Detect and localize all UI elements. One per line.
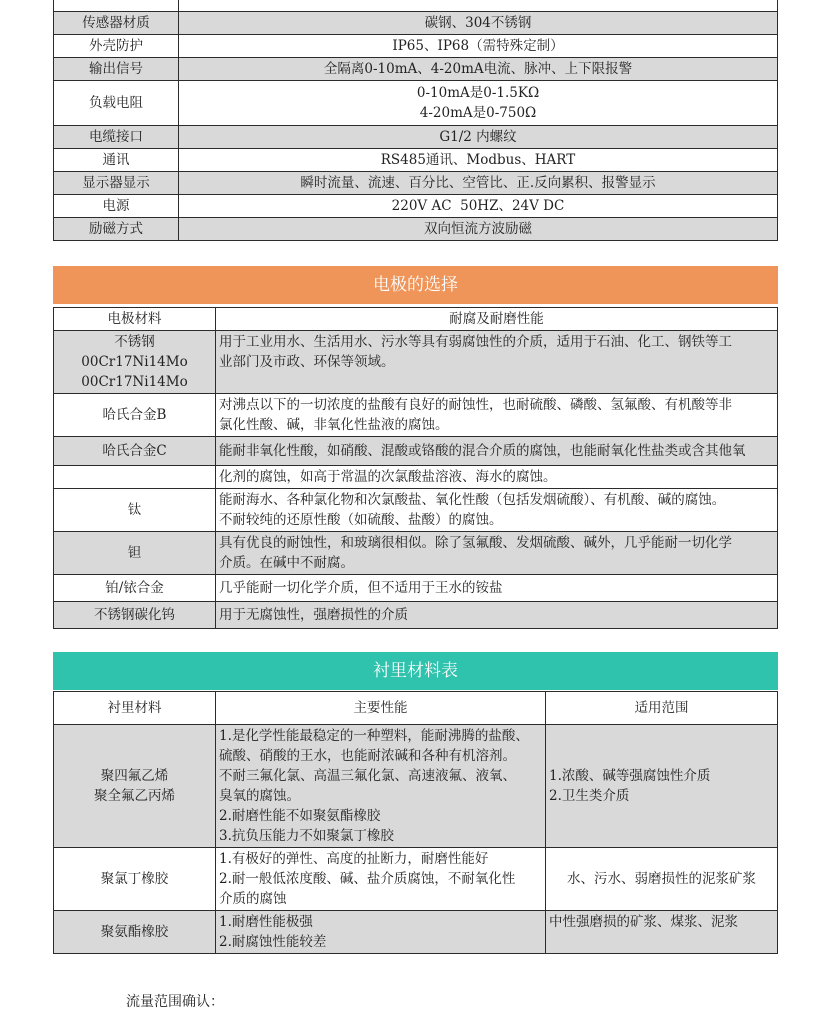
- lining-scope: 中性强磨损的矿浆、煤浆、泥浆: [546, 911, 778, 954]
- spec-label: 外壳防护: [54, 35, 179, 58]
- table-row: [54, 602, 778, 629]
- spec-value: [179, 81, 778, 126]
- spec-value: 碳钢、304不锈钢: [179, 12, 778, 35]
- electrode-material: 不锈钢碳化钨: [54, 602, 216, 629]
- material-line: 聚全氟乙丙烯: [94, 788, 175, 804]
- spec-row: [54, 172, 778, 195]
- table-row: [54, 911, 778, 954]
- description-line: 介质。在碱中不耐腐。: [219, 555, 354, 571]
- table-header-row: [54, 692, 778, 725]
- spec-row: [54, 149, 778, 172]
- column-header: 电极材料: [54, 308, 216, 331]
- property-line: 3.抗负压能力不如聚氯丁橡胶: [219, 828, 394, 844]
- spec-value: IP65、IP68（需特殊定制）: [179, 35, 778, 58]
- flow-range-note: 流量范围确认：: [126, 994, 224, 1010]
- spec-value: 双向恒流方波励磁: [179, 218, 778, 241]
- scope-line: 1.浓酸、碱等强腐蚀性介质: [549, 768, 711, 784]
- material-line: 聚四氟乙烯: [100, 768, 169, 784]
- table-row: [54, 575, 778, 602]
- description-line: 具有优良的耐蚀性，和玻璃很相似。除了氢氟酸、发烟硫酸、碱外，几乎能耐一切化学: [219, 535, 732, 551]
- lining-properties: [216, 725, 546, 848]
- electrode-description: 化剂的腐蚀，如高于常温的次氯酸盐溶液、海水的腐蚀。: [216, 466, 778, 489]
- table-row: [54, 466, 778, 489]
- description-line: 对沸点以下的一切浓度的盐酸有良好的耐蚀性，也耐硫酸、磷酸、氢氟酸、有机酸等非: [219, 397, 732, 413]
- lining-section-title: 衬里材料表: [53, 652, 778, 690]
- table-row: [54, 489, 778, 532]
- table-row: [54, 437, 778, 466]
- description-line: 用于工业用水、生活用水、污水等具有弱腐蚀性的介质，适用于石油、化工、钢铁等工: [219, 334, 732, 350]
- material-line: 00Cr17Ni14Mo: [81, 374, 188, 390]
- property-line: 臭氧的腐蚀。: [219, 788, 300, 804]
- spec-label: 励磁方式: [54, 218, 179, 241]
- electrode-description: [216, 489, 778, 532]
- column-header: 衬里材料: [54, 692, 216, 725]
- lining-material: 聚氯丁橡胶: [54, 848, 216, 911]
- column-header: 主要性能: [216, 692, 546, 725]
- property-line: 硫酸、硝酸的王水，也能耐浓碱和各种有机溶剂。: [219, 748, 516, 764]
- spec-row: [54, 126, 778, 149]
- electrode-material: [54, 331, 216, 394]
- material-line: 00Cr17Ni14Mo: [81, 354, 188, 370]
- spec-value: [179, 0, 778, 12]
- spec-row: [54, 81, 778, 126]
- lining-scope: [546, 725, 778, 848]
- spec-value: 220V AC 50HZ、24V DC: [179, 195, 778, 218]
- electrode-material: 钛: [54, 489, 216, 532]
- property-line: 2.耐一般低浓度酸、碱、盐介质腐蚀，不耐氧化性: [219, 871, 516, 887]
- electrode-material: 铂/铱合金: [54, 575, 216, 602]
- spec-value: 全隔离0-10mA、4-20mA电流、脉冲、上下限报警: [179, 58, 778, 81]
- lining-properties: [216, 848, 546, 911]
- electrode-description: 用于无腐蚀性，强磨损性的介质: [216, 602, 778, 629]
- electrode-section-title: 电极的选择: [53, 266, 778, 304]
- table-row: [54, 725, 778, 848]
- description-line: 业部门及市政、环保等领域。: [219, 354, 395, 370]
- spec-value-line: 4-20mA是0-750Ω: [419, 105, 537, 121]
- table-row: [54, 394, 778, 437]
- table-row: [54, 848, 778, 911]
- lining-material: 聚氨酯橡胶: [54, 911, 216, 954]
- description-line: 不耐较纯的还原性酸（如硫酸、盐酸）的腐蚀。: [219, 512, 503, 528]
- spec-value: G1/2 内螺纹: [179, 126, 778, 149]
- spec-label: 通讯: [54, 149, 179, 172]
- electrode-table: [53, 307, 778, 629]
- electrode-description: [216, 532, 778, 575]
- lining-material: [54, 725, 216, 848]
- electrode-description: [216, 331, 778, 394]
- property-line: 1.有极好的弹性、高度的扯断力，耐磨性能好: [219, 851, 489, 867]
- spec-row: [54, 0, 778, 12]
- electrode-description: 能耐非氧化性酸，如硝酸、混酸或铬酸的混合介质的腐蚀，也能耐氧化性盐类或含其他氧: [216, 437, 778, 466]
- spec-row: [54, 12, 778, 35]
- spec-row: [54, 35, 778, 58]
- electrode-material: 哈氏合金C: [54, 437, 216, 466]
- electrode-description: [216, 394, 778, 437]
- property-line: 1.是化学性能最稳定的一种塑料，能耐沸腾的盐酸、: [219, 728, 529, 744]
- spec-table: [53, 0, 778, 241]
- table-row: [54, 331, 778, 394]
- lining-table: [53, 691, 778, 954]
- property-line: 不耐三氟化氯、高温三氟化氯、高速液氟、液氧、: [219, 768, 516, 784]
- spec-row: [54, 58, 778, 81]
- lining-properties: [216, 911, 546, 954]
- spec-row: [54, 195, 778, 218]
- table-row: [54, 532, 778, 575]
- column-header: 耐腐及耐磨性能: [216, 308, 778, 331]
- description-line: 氯化性酸、碱，非氧化性盐液的腐蚀。: [219, 417, 449, 433]
- spec-value: RS485通讯、Modbus、HART: [179, 149, 778, 172]
- electrode-material: 钽: [54, 532, 216, 575]
- spec-label: 电缆接口: [54, 126, 179, 149]
- spec-label: 传感器材质: [54, 12, 179, 35]
- spec-value-line: 0-10mA是0-1.5KΩ: [416, 85, 540, 101]
- spec-label: 输出信号: [54, 58, 179, 81]
- scope-line: 2.卫生类介质: [549, 788, 630, 804]
- table-header-row: [54, 308, 778, 331]
- electrode-material: [54, 466, 216, 489]
- spec-label: 电源: [54, 195, 179, 218]
- electrode-material: 哈氏合金B: [54, 394, 216, 437]
- spec-row: [54, 218, 778, 241]
- electrode-description: 几乎能耐一切化学介质，但不适用于王水的铵盐: [216, 575, 778, 602]
- spec-label: 显示器显示: [54, 172, 179, 195]
- description-line: 能耐海水、各种氯化物和次氯酸盐、氧化性酸（包括发烟硫酸）、有机酸、碱的腐蚀。: [219, 492, 726, 508]
- property-line: 介质的腐蚀: [219, 891, 287, 907]
- material-line: 不锈钢: [114, 334, 155, 350]
- lining-scope: 水、污水、弱磨损性的泥浆矿浆: [546, 848, 778, 911]
- spec-label: 负载电阻: [54, 81, 179, 126]
- property-line: 2.耐腐蚀性能较差: [219, 934, 327, 950]
- spec-label: [54, 0, 179, 12]
- spec-value: 瞬时流量、流速、百分比、空管比、正.反向累积、报警显示: [179, 172, 778, 195]
- column-header: 适用范围: [546, 692, 778, 725]
- property-line: 1.耐磨性能极强: [219, 914, 313, 930]
- property-line: 2.耐磨性能不如聚氨酯橡胶: [219, 808, 381, 824]
